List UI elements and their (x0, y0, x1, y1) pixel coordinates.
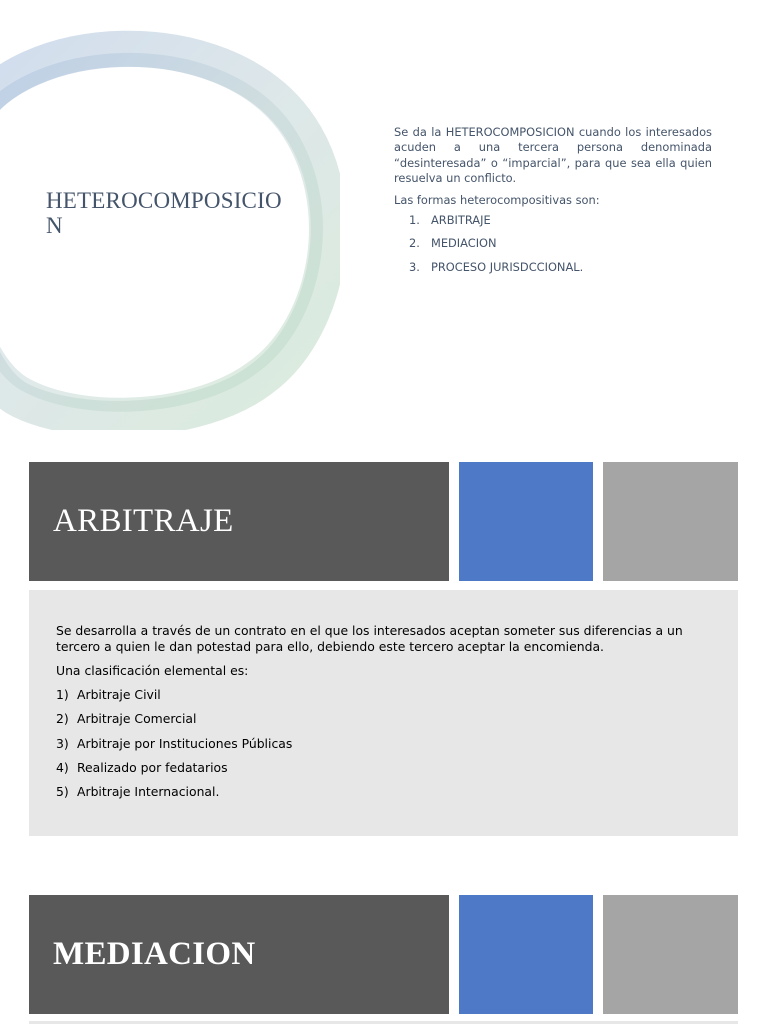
accent-block-blue (459, 462, 593, 581)
list-item: 1. ARBITRAJE (409, 212, 491, 227)
accent-block-gray (603, 895, 738, 1014)
list-item: 2. MEDIACION (409, 236, 497, 251)
list-item: 5) Arbitraje Internacional. (56, 784, 220, 800)
list-item: 2) Arbitraje Comercial (56, 711, 197, 727)
intro-paragraph: Se da la HETEROCOMPOSICION cuando los interesados acuden a una tercera persona denominada “desinteresada” o “imparcial”, para que sea ella quien resuelva un conflicto. (394, 125, 712, 186)
mediacion-banner (29, 895, 449, 1014)
list-item: 3. PROCESO JURISDCCIONAL. (409, 259, 584, 274)
intro-subtitle: Las formas heterocompositivas son: (394, 192, 600, 207)
list-item: 3) Arbitraje por Instituciones Públicas (56, 735, 293, 751)
section-title: MEDIACION (53, 936, 256, 972)
list-item: 1) Arbitraje Civil (56, 687, 161, 702)
arbitraje-banner (29, 462, 449, 581)
section-title: ARBITRAJE (53, 503, 234, 539)
arbitraje-content (29, 590, 738, 836)
page-title: HETEROCOMPOSICION (46, 188, 282, 238)
arbitraje-paragraph: Se desarrolla a través de un contrato en el que los interesados aceptan someter sus diferencias a un tercero a quien le dan potestad para ello, debiendo este tercero aceptar la encomienda. (56, 623, 683, 654)
list-item: 4) Realizado por fedatarios (56, 759, 228, 775)
accent-block-blue (459, 895, 593, 1014)
arbitraje-subtitle: Una clasificación elemental es: (56, 663, 249, 678)
forms-list (394, 213, 712, 275)
classification-list (56, 687, 711, 800)
accent-block-gray (603, 462, 738, 581)
intro-section (394, 125, 712, 283)
